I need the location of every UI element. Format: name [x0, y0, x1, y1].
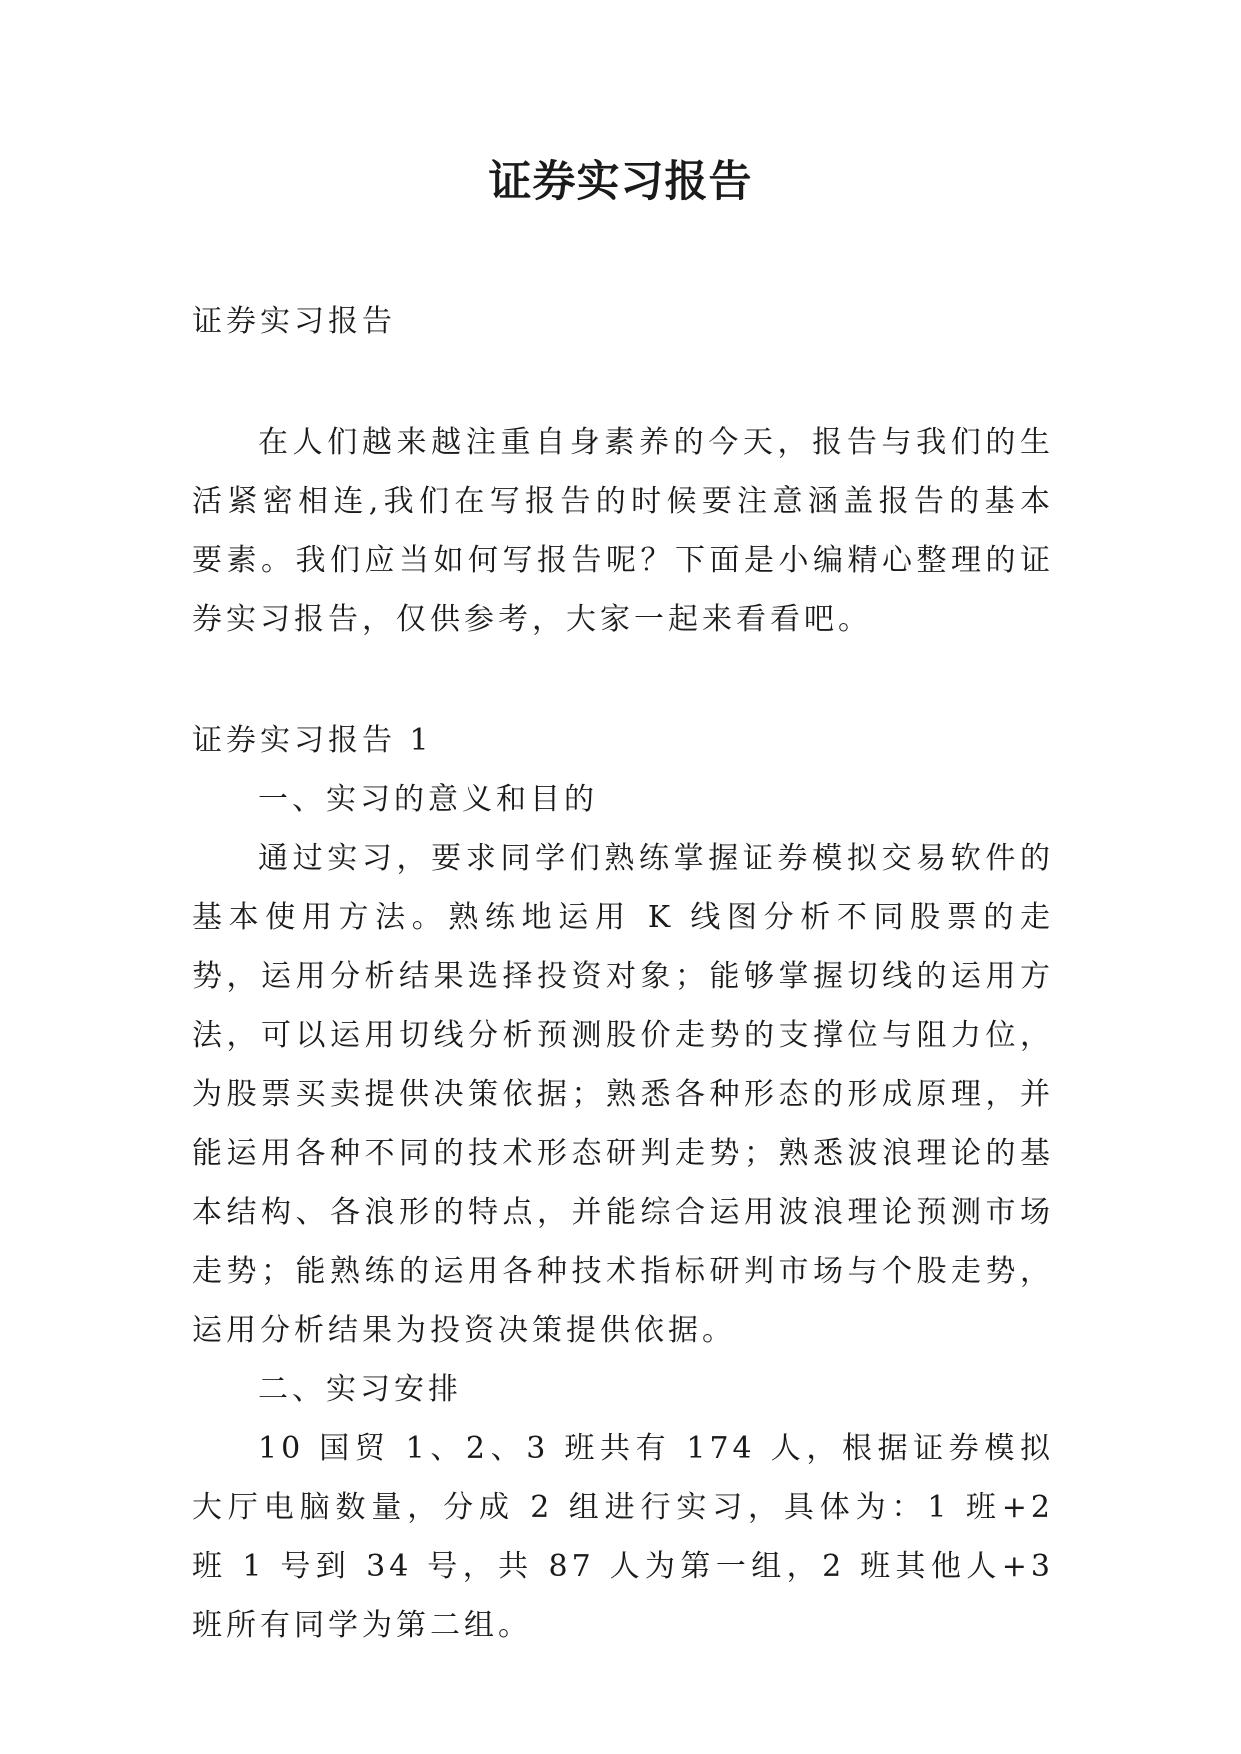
intro-paragraph: 在人们越来越注重自身素养的今天，报告与我们的生活紧密相连,我们在写报告的时候要注意涵盖报告的基本要素。我们应当如何写报告呢？下面是小编精心整理的证券实习报告，仅供参考，大家一起来看看吧。	[192, 425, 1054, 637]
part2-paragraph: 10 国贸 1、2、3 班共有 174 人，根据证券模拟大厅电脑数量，分成 2 组进行实习，具体为：1 班+2 班 1 号到 34 号，共 87 人为第一组，2 班其他人+3 班所有同学为第二组。	[192, 1431, 1054, 1643]
part1-paragraph: 通过实习，要求同学们熟练掌握证券模拟交易软件的基本使用方法。熟练地运用 K 线图分析不同股票的走势，运用分析结果选择投资对象；能够掌握切线的运用方法，可以运用切线分析预测股价走势的支撑位与阻力位，为股票买卖提供决策依据；熟悉各种形态的形成原理，并能运用各种不同的技术形态研判走势；熟悉波浪理论的基本结构、各浪形的特点，并能综合运用波浪理论预测市场走势；能熟练的运用各种技术指标研判市场与个股走势，运用分析结果为投资决策提供依据。	[192, 841, 1054, 1348]
section-heading: 证券实习报告 1	[192, 723, 433, 758]
document-subtitle: 证券实习报告	[192, 304, 396, 339]
part2-heading: 二、实习安排	[258, 1372, 462, 1407]
document-body	[192, 292, 1054, 1655]
document-title: 证券实习报告	[488, 157, 753, 207]
part1-heading: 一、实习的意义和目的	[258, 782, 598, 817]
